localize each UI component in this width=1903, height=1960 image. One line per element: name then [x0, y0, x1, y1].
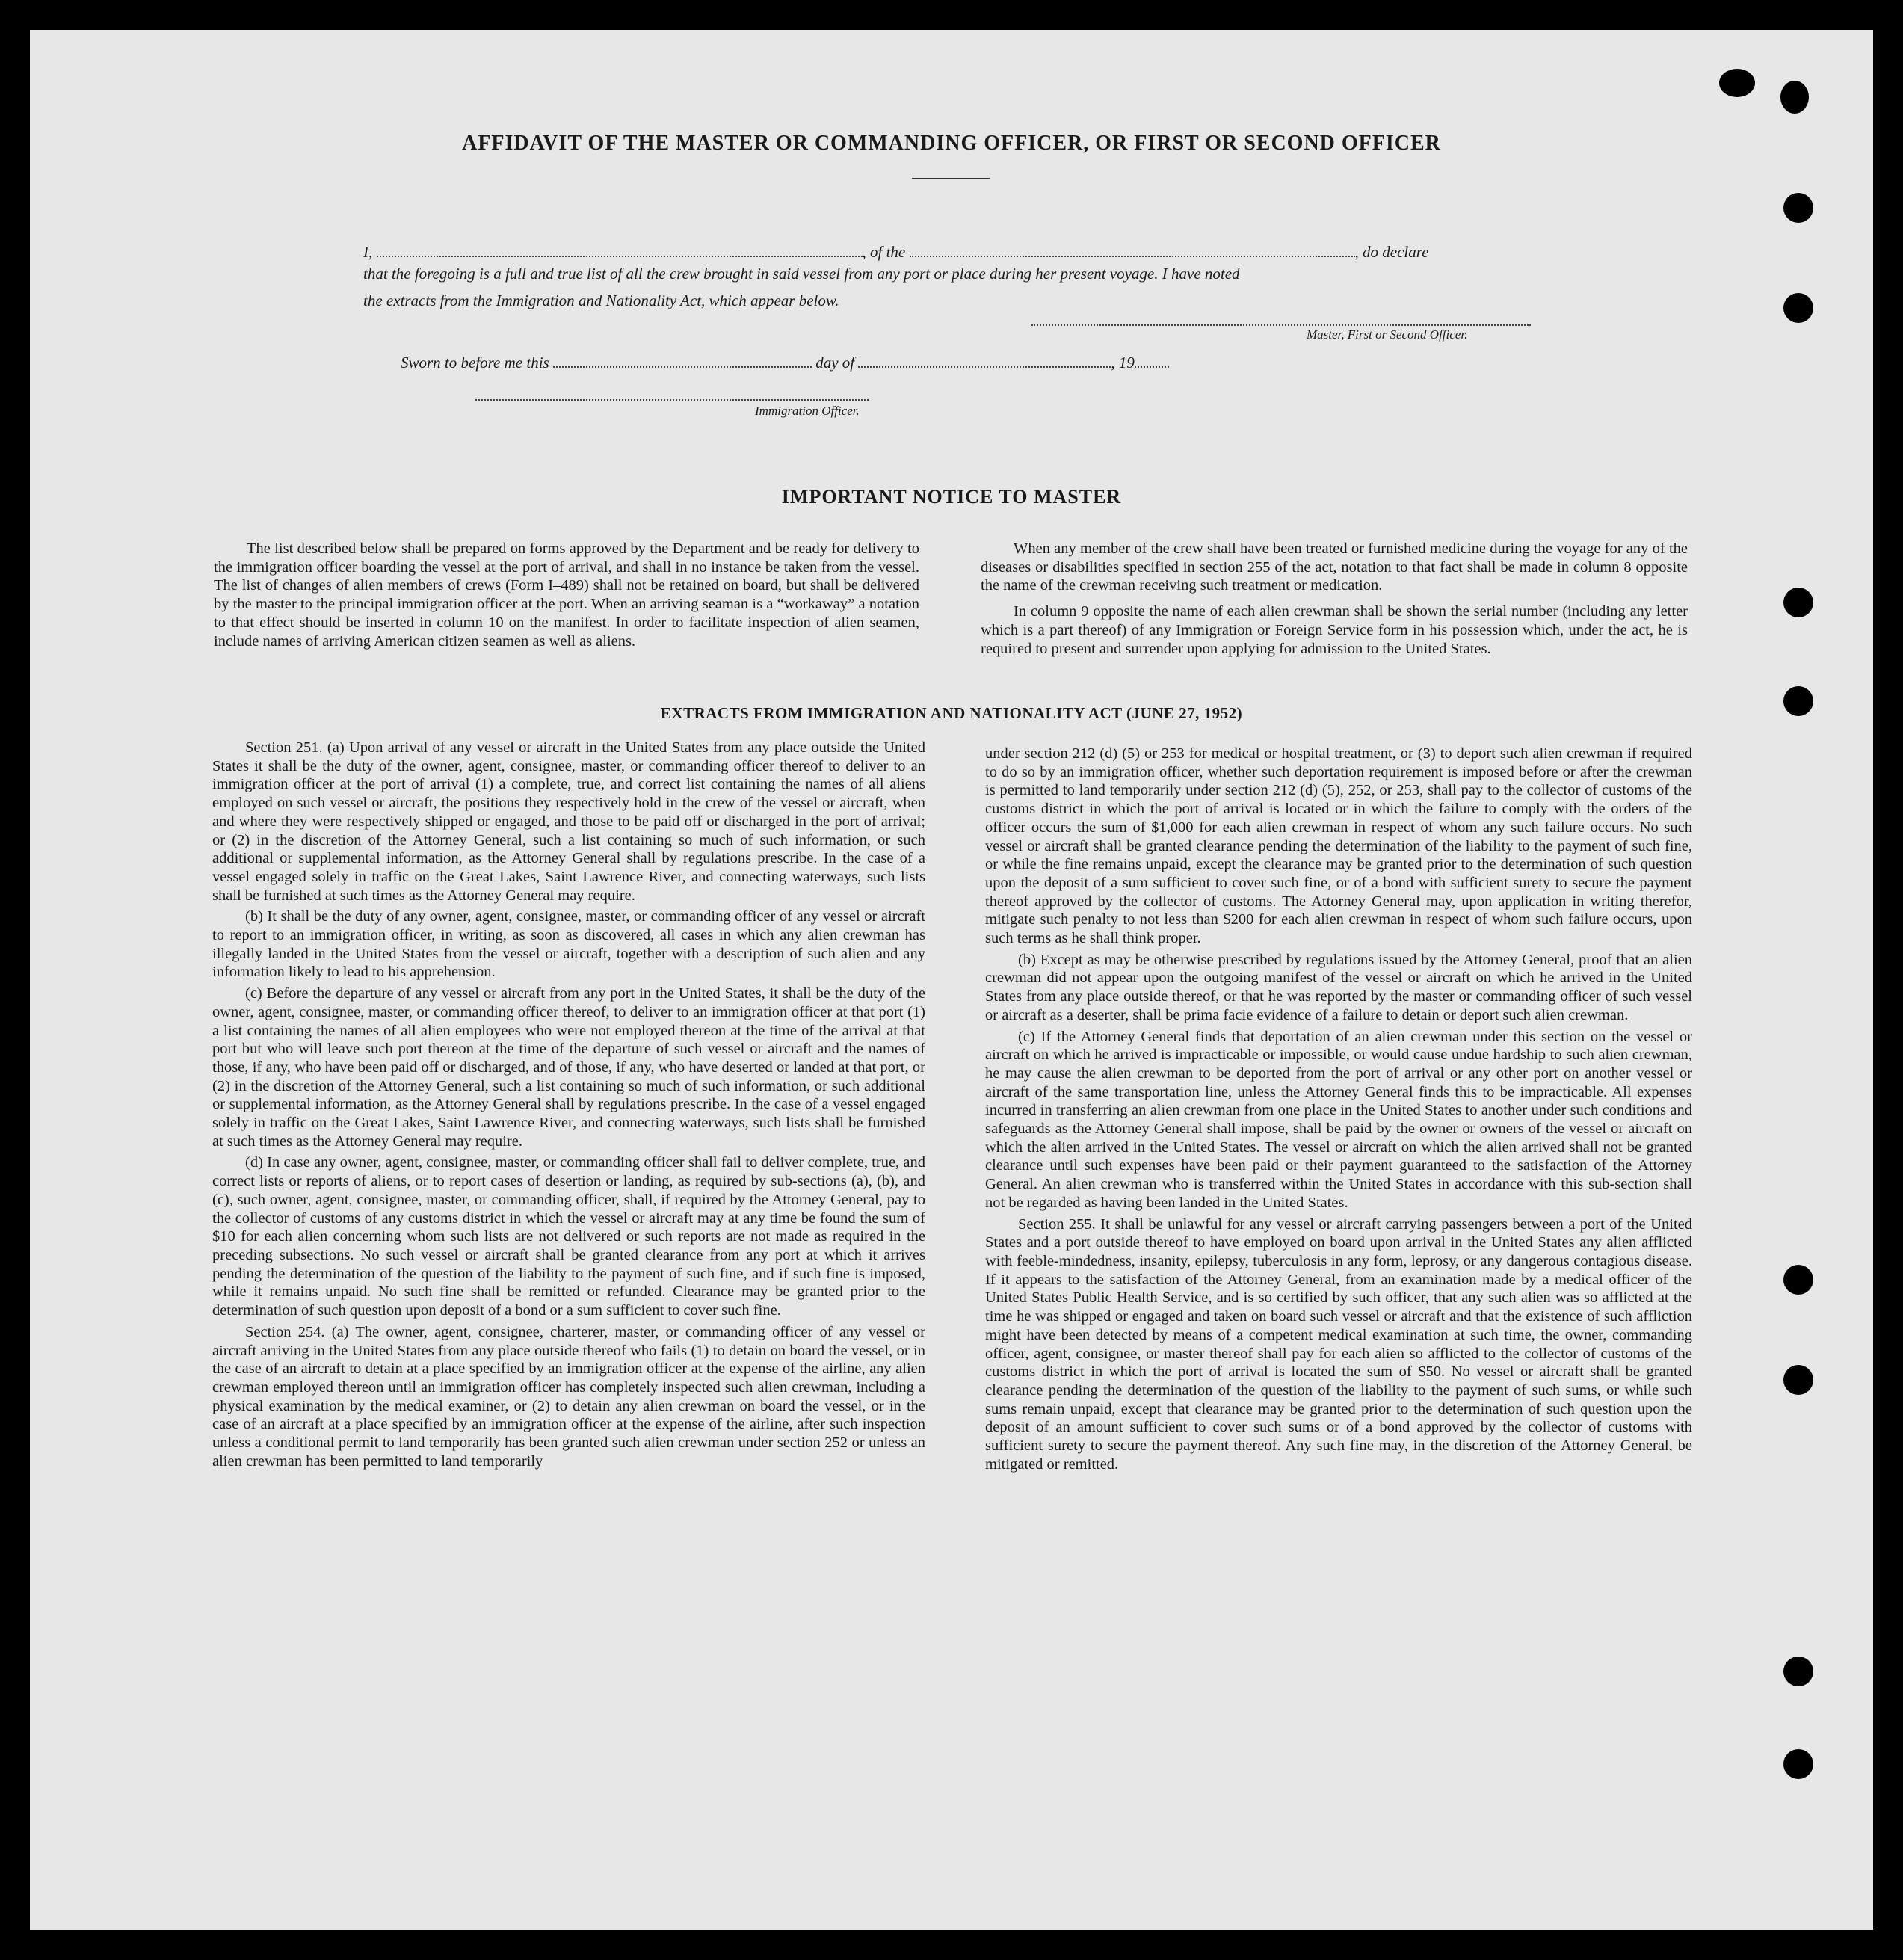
do-declare-label: , do declare — [1354, 243, 1429, 261]
section-255: Section 255. It shall be unlawful for any vessel or aircraft carrying passengers between a port of the United States and a port outside thereof to have employed on board upon arrival in the United States any alien afflicted with feeble-mindedness, insanity, epilepsy, tuberculosis in any form, leprosy, or any dangerous contagious disease. If it appears to the satisfaction of the Attorney General, from an examination made by a medical officer of the United States Public Health Service, and is so certified by such officer, that any such alien was so afflicted at the time he was shipped or engaged and taken on board such vessel or aircraft and that the existence of such affliction might have been detected by means of a competent medical examination at such time, the owner, commanding officer, agent, consignee, or master thereof shall pay for each alien so afflicted to the collector of customs of the customs district in which the port of arrival is located the sum of $50. No vessel or aircraft shall be granted clearance pending the determination of the question of the liability to the payment of such sums, or while such sums remain unpaid, except that clearance may be granted prior to the determination of such question upon the deposit of an amount sufficient to cover such sums or of a bond approved by the collector of customs with sufficient surety to secure the payment thereof. Any such fine may, in the discretion of the Attorney General, be mitigated or remitted. — [985, 1215, 1692, 1473]
punch-hole — [1783, 1265, 1813, 1295]
punch-hole — [1719, 69, 1755, 97]
punch-hole — [1780, 81, 1809, 114]
immigration-officer-caption: Immigration Officer. — [755, 404, 860, 418]
section-254-a-continued: under section 212 (d) (5) or 253 for medical or hospital treatment, or (3) to deport such alien crewman if required to do so by an immigration officer, whether such deportation requirement is imposed before or after the crewman is permitted to land temporarily under section 212 (d) (5), 252, or 253, shall pay to the collector of customs of the customs district in which the port of arrival is located or in which the failure to comply with the orders of the officer occurs the sum of $1,000 for each alien crewman in respect of whom any such failure occurs. No such vessel or aircraft shall be granted clearance pending the determination of the liability to the payment of such fine, or while the fine remains unpaid, except the clearance may be granted prior to the determination of such question upon the deposit of a sum sufficient to cover such fine, or of a bond with sufficient surety to secure the payment thereof approved by the collector of customs. The Attorney General may, upon application in writing therefor, mitigate such penalty to not less than $200 for each alien crewman in respect of whom such failure occurs, upon such terms as he shall think proper. — [985, 745, 1692, 947]
day-of-label: day of — [815, 354, 855, 372]
vessel-field[interactable] — [910, 236, 1355, 257]
extracts-right-column — [985, 745, 1692, 1473]
month-field[interactable] — [858, 347, 1111, 368]
notice-title: IMPORTANT NOTICE TO MASTER — [781, 486, 1122, 508]
notice-right-column — [981, 540, 1688, 658]
i-label: I, — [363, 243, 373, 261]
sworn-line — [401, 347, 1169, 372]
declaration-text-1: that the foregoing is a full and true list of all the crew brought in said vessel from any port or place during her present voyage. I have noted — [363, 265, 1240, 283]
declaration-text-2: the extracts from the Immigration and Nationality Act, which appear below. — [363, 292, 839, 309]
punch-hole — [1783, 1365, 1813, 1395]
notice-left-column — [214, 540, 919, 650]
extracts-title: EXTRACTS FROM IMMIGRATION AND NATIONALITY ACT (JUNE 27, 1952) — [660, 704, 1243, 722]
master-signature-caption: Master, First or Second Officer. — [1307, 327, 1468, 342]
punch-hole — [1783, 193, 1813, 223]
section-251-d: (d) In case any owner, agent, consignee, master, or commanding officer shall fail to deliver complete, true, and correct lists or reports of aliens, or to report cases of desertion or landing, as required by sub-sections (a), (b), and (c), such owner, agent, consignee, master, or commanding officer, shall, if required by the Attorney General, pay to the collector of customs of any customs district in which the vessel or aircraft may at any time be found the sum of $10 for each alien concerning whom such lists are not delivered or such reports are not made as required in the preceding subsections. No such vessel or aircraft shall be granted clearance from any port at which it arrives pending the determination of the question of the liability to the payment of such fine, and if such fine is imposed, while it remains unpaid. No such fine shall be remitted or refunded. Clearance may be granted prior to the determination of such question upon deposit of a bond or a sum sufficient to cover such fine. — [212, 1154, 925, 1319]
name-field[interactable] — [377, 236, 863, 257]
master-signature-line[interactable] — [1031, 324, 1531, 326]
punch-hole — [1783, 1749, 1813, 1779]
section-254-c: (c) If the Attorney General finds that deportation of an alien crewman under this section on the vessel or aircraft on which he arrived is impracticable or impossible, or would cause undue hardship to such alien crewman, he may cause the alien crewman to be deported from the port of arrival or any other port on another vessel or aircraft of the same transportation line, unless the Attorney General finds this to be impracticable. All expenses incurred in transferring an alien crewman from one place in the United States to another under such conditions and safeguards as the Attorney General shall impose, shall be paid by the owner or owners of the vessel or aircraft on which the alien arrived in the United States. The vessel or aircraft on which the alien arrived shall not be granted clearance until such expenses have been paid or their payment guaranteed to the satisfaction of the Attorney General. An alien crewman who is transferred within the United States in accordance with this sub-section shall not be regarded as having been landed in the United States. — [985, 1028, 1692, 1211]
title-rule — [912, 178, 990, 179]
section-251-a: Section 251. (a) Upon arrival of any vessel or aircraft in the United States from any place outside the United States it shall be the duty of the owner, agent, consignee, master, or commanding officer thereof to deliver to an immigration officer at the port of arrival (1) a complete, true, and correct list containing the names of all aliens employed on such vessel or aircraft, the positions they respectively hold in the crew of the vessel or aircraft, when and where they were respectively shipped or engaged, and those to be paid off or discharged in the port of arrival; or (2) in the discretion of the Attorney General, such a list containing so much of such information, or such additional or supplemental information, as the Attorney General shall by regulations prescribe. In the case of a vessel engaged solely in traffic on the Great Lakes, Saint Lawrence River, and connecting waterways, such lists shall be furnished at such times as the Attorney General may require. — [212, 739, 925, 904]
punch-hole — [1783, 1657, 1813, 1686]
declaration-fill-line — [363, 236, 1568, 262]
affidavit-title: AFFIDAVIT OF THE MASTER OR COMMANDING OFFICER, OR FIRST OR SECOND OFFICER — [462, 132, 1441, 155]
year-field[interactable] — [1135, 347, 1169, 368]
notice-right-paragraph-2: In column 9 opposite the name of each alien crewman shall be shown the serial number (including any letter which is a part thereof) of any Immigration or Foreign Service form in his possession which, under the act, he is required to present and surrender upon applying for admission to the United States. — [981, 603, 1688, 657]
sworn-label: Sworn to before me this — [401, 354, 549, 372]
extracts-left-column — [212, 739, 925, 1470]
section-254-b: (b) Except as may be otherwise prescribed by regulations issued by the Attorney General, proof that an alien crewman did not appear upon the outgoing manifest of the vessel or aircraft on which he arrived in the United States from any place outside thereof, or that he was reported by the master or commanding officer of such vessel or aircraft as a deserter, shall be prima facie evidence of a failure to detain or deport such alien crewman. — [985, 951, 1692, 1023]
notice-right-paragraph-1: When any member of the crew shall have been treated or furnished medicine during the voyage for any of the diseases or disabilities specified in section 255 of the act, notation to that fact shall be made in column 8 opposite the name of the crewman receiving such treatment or medication. — [981, 540, 1688, 594]
year-label: , 19 — [1111, 354, 1135, 372]
punch-hole — [1783, 293, 1813, 323]
sworn-day-field[interactable] — [553, 347, 812, 368]
section-251-c: (c) Before the departure of any vessel or aircraft from any port in the United States, it shall be the duty of the owner, agent, consignee, master, or commanding officer thereof, to deliver to an immigration officer at that port (1) a list containing the names of all alien employees who were not employed thereon at the time of the arrival at that port but who will leave such port thereon at the time of the departure of such vessel or aircraft and the names of those, if any, who have been paid off or discharged, and of those, if any, who have deserted or landed at that port, or (2) in the discretion of the Attorney General, such a list containing so much of such information, or such additional or supplemental information, as the Attorney General shall by regulations prescribe. In the case of a vessel engaged solely in traffic on the Great Lakes, Saint Lawrence River, and connecting waterways, such lists shall be furnished at such times as the Attorney General may require. — [212, 985, 925, 1150]
immigration-officer-signature-line[interactable] — [475, 399, 869, 401]
of-the-label: , of the — [862, 243, 906, 261]
notice-left-paragraph: The list described below shall be prepared on forms approved by the Department and be ready for delivery to the immigration officer boarding the vessel at the port of arrival, and shall in no instance be taken from the vessel. The list of changes of alien members of crews (Form I–489) shall not be retained on board, but shall be delivered by the master to the principal immigration officer at the port. When an arriving seaman is a “workaway” a notation to that effect should be inserted in column 10 on the manifest. In order to facilitate inspection of alien seamen, include names of arriving American citizen seamen as well as aliens. — [214, 540, 919, 650]
document-page — [30, 30, 1873, 1930]
section-254-a: Section 254. (a) The owner, agent, consignee, charterer, master, or commanding officer of any vessel or aircraft arriving in the United States from any place outside thereof who fails (1) to detain on board the vessel, or in the case of an aircraft to detain at a place specified by an immigration officer at the expense of the airline, any alien crewman employed thereon until an immigration officer has completely inspected such alien crewman, including a physical examination by the medical examiner, or (2) to detain any alien crewman on board the vessel, or in the case of an aircraft at a place specified by an immigration officer at the expense of the airline, after such inspection unless a conditional permit to land temporarily has been granted such alien crewman under section 252 or unless an alien crewman has been permitted to land temporarily — [212, 1323, 925, 1470]
section-251-b: (b) It shall be the duty of any owner, agent, consignee, master, or commanding officer of any vessel or aircraft to report to an immigration officer, in writing, as soon as discovered, all cases in which any alien crewman has illegally landed in the United States from the vessel or aircraft, together with a description of such alien and any information likely to lead to his apprehension. — [212, 908, 925, 981]
punch-hole — [1783, 588, 1813, 617]
